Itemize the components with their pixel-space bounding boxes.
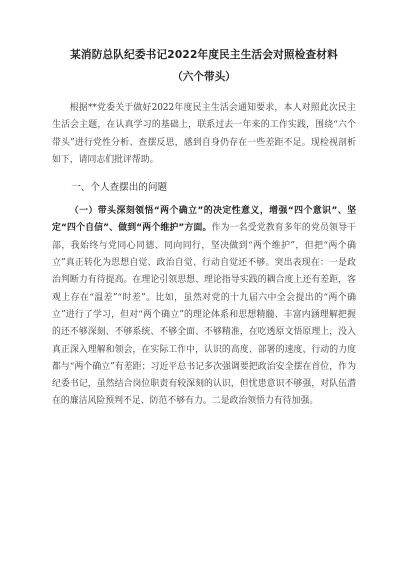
body-paragraph xyxy=(52,203,356,411)
intro-paragraph: 根据**党委关于做好2022年度民主生活会通知要求，本人对照此次民主生活会主题，在认真学习的基础上，联系过去一年来的工作实践，围绕“六个带头”进行党性分析、查摆反思，感到自身仍存在一些差距不足。现检视剖析如下，请同志们批评帮助。 xyxy=(52,103,356,165)
document-title: 某消防总队纪委书记2022年度民主生活会对照检查材料 xyxy=(70,49,338,61)
sub-heading: （一）带头深刻领悟“两个确立”的决定性意义，增强“四个意识”、坚定“四个自信”、做到“两个维护”方面。 xyxy=(52,206,356,234)
document-subtitle: （六个带头） xyxy=(172,71,236,83)
body-text: 作为一名受党教育多年的党员领导干部，我始终与党同心同德、同向同行，坚决做到“两个维护”，但把“两个确立”真正转化为思想自觉、政治自觉、行动自觉还不够。突出表现在：一是政治判断力有待提高。在理论引领思想、理论指导实践的耦合度上还有差距，客观上存在“温差”“时差”。比如，虽然对党的十九届六中全会提出的“两个确立”进行了学习，但对“两个确立”的理论体系和思想精髓、丰富内涵理解把握的还不够深刻、不够系统、不够全面、不够精准，在吃透原文悟原理上，没入真正深入理解和领会，在实际工作中，认识的高度、部署的速度、行动的力度都与“两个确立”有差距；习近平总书记多次强调要把政治安全摆在首位，作为纪委书记，虽然结合岗位职责有较深刻的认识，但忧患意识不够强，对队伍潜在的廉洁风险预判不足、防范不够有力。二是政治领悟力有待加强。 xyxy=(52,223,356,407)
section-heading: 一、个人查摆出的问题 xyxy=(71,182,168,194)
